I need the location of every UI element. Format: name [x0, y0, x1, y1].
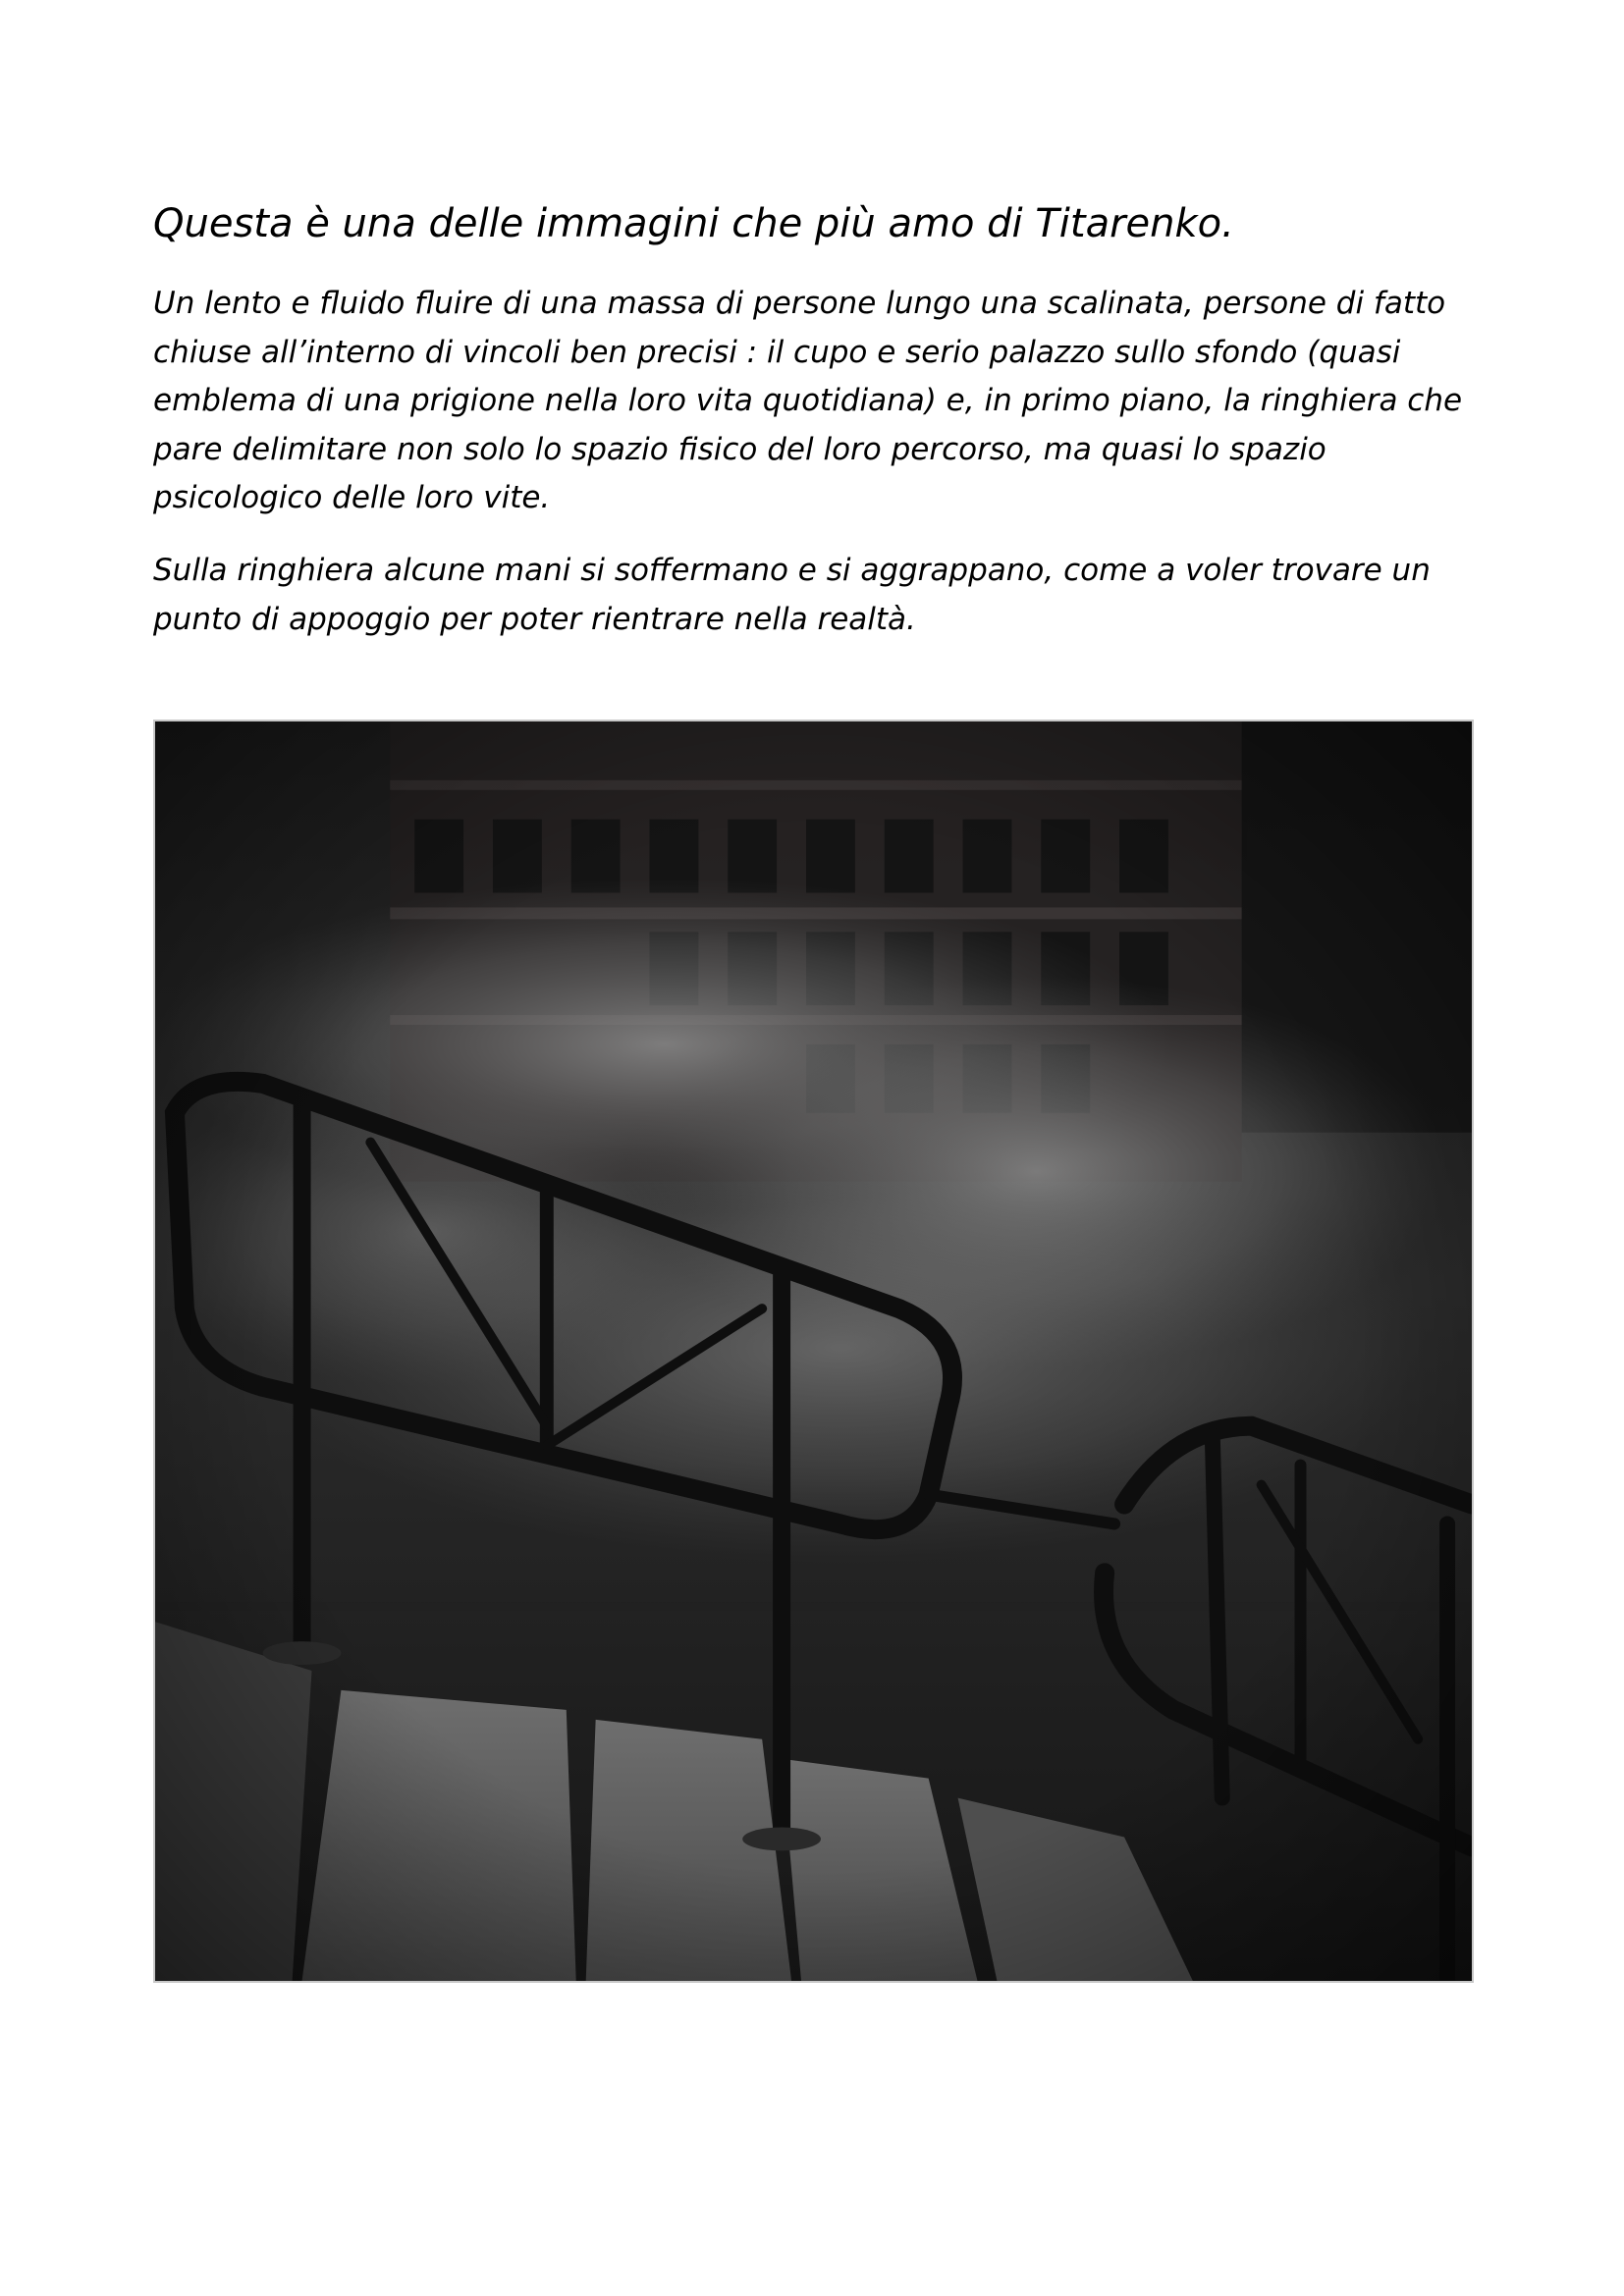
photograph — [153, 720, 1474, 1983]
staircase-railing-photo — [155, 721, 1472, 1981]
paragraph-2: Sulla ringhiera alcune mani si soffermano e si aggrappano, come a voler trovare un punto di appoggio per poter rientrare nella realtà. — [153, 553, 1431, 637]
paragraph-1: Un lento e fluido fluire di una massa di persone lungo una scalinata, persone di fatto chiuse all’interno di vincoli ben precisi : il cupo e serio palazzo sullo sfondo (quasi emblema di una prigione nella loro vita quotidiana) e, in primo piano, la ringhiera che pare delimitare non solo lo spazio fisico del loro percorso, ma quasi lo spazio psicologico delle loro vite. — [153, 286, 1463, 515]
page-title: Questa è una delle immagini che più amo di Titarenko. — [153, 201, 1234, 246]
